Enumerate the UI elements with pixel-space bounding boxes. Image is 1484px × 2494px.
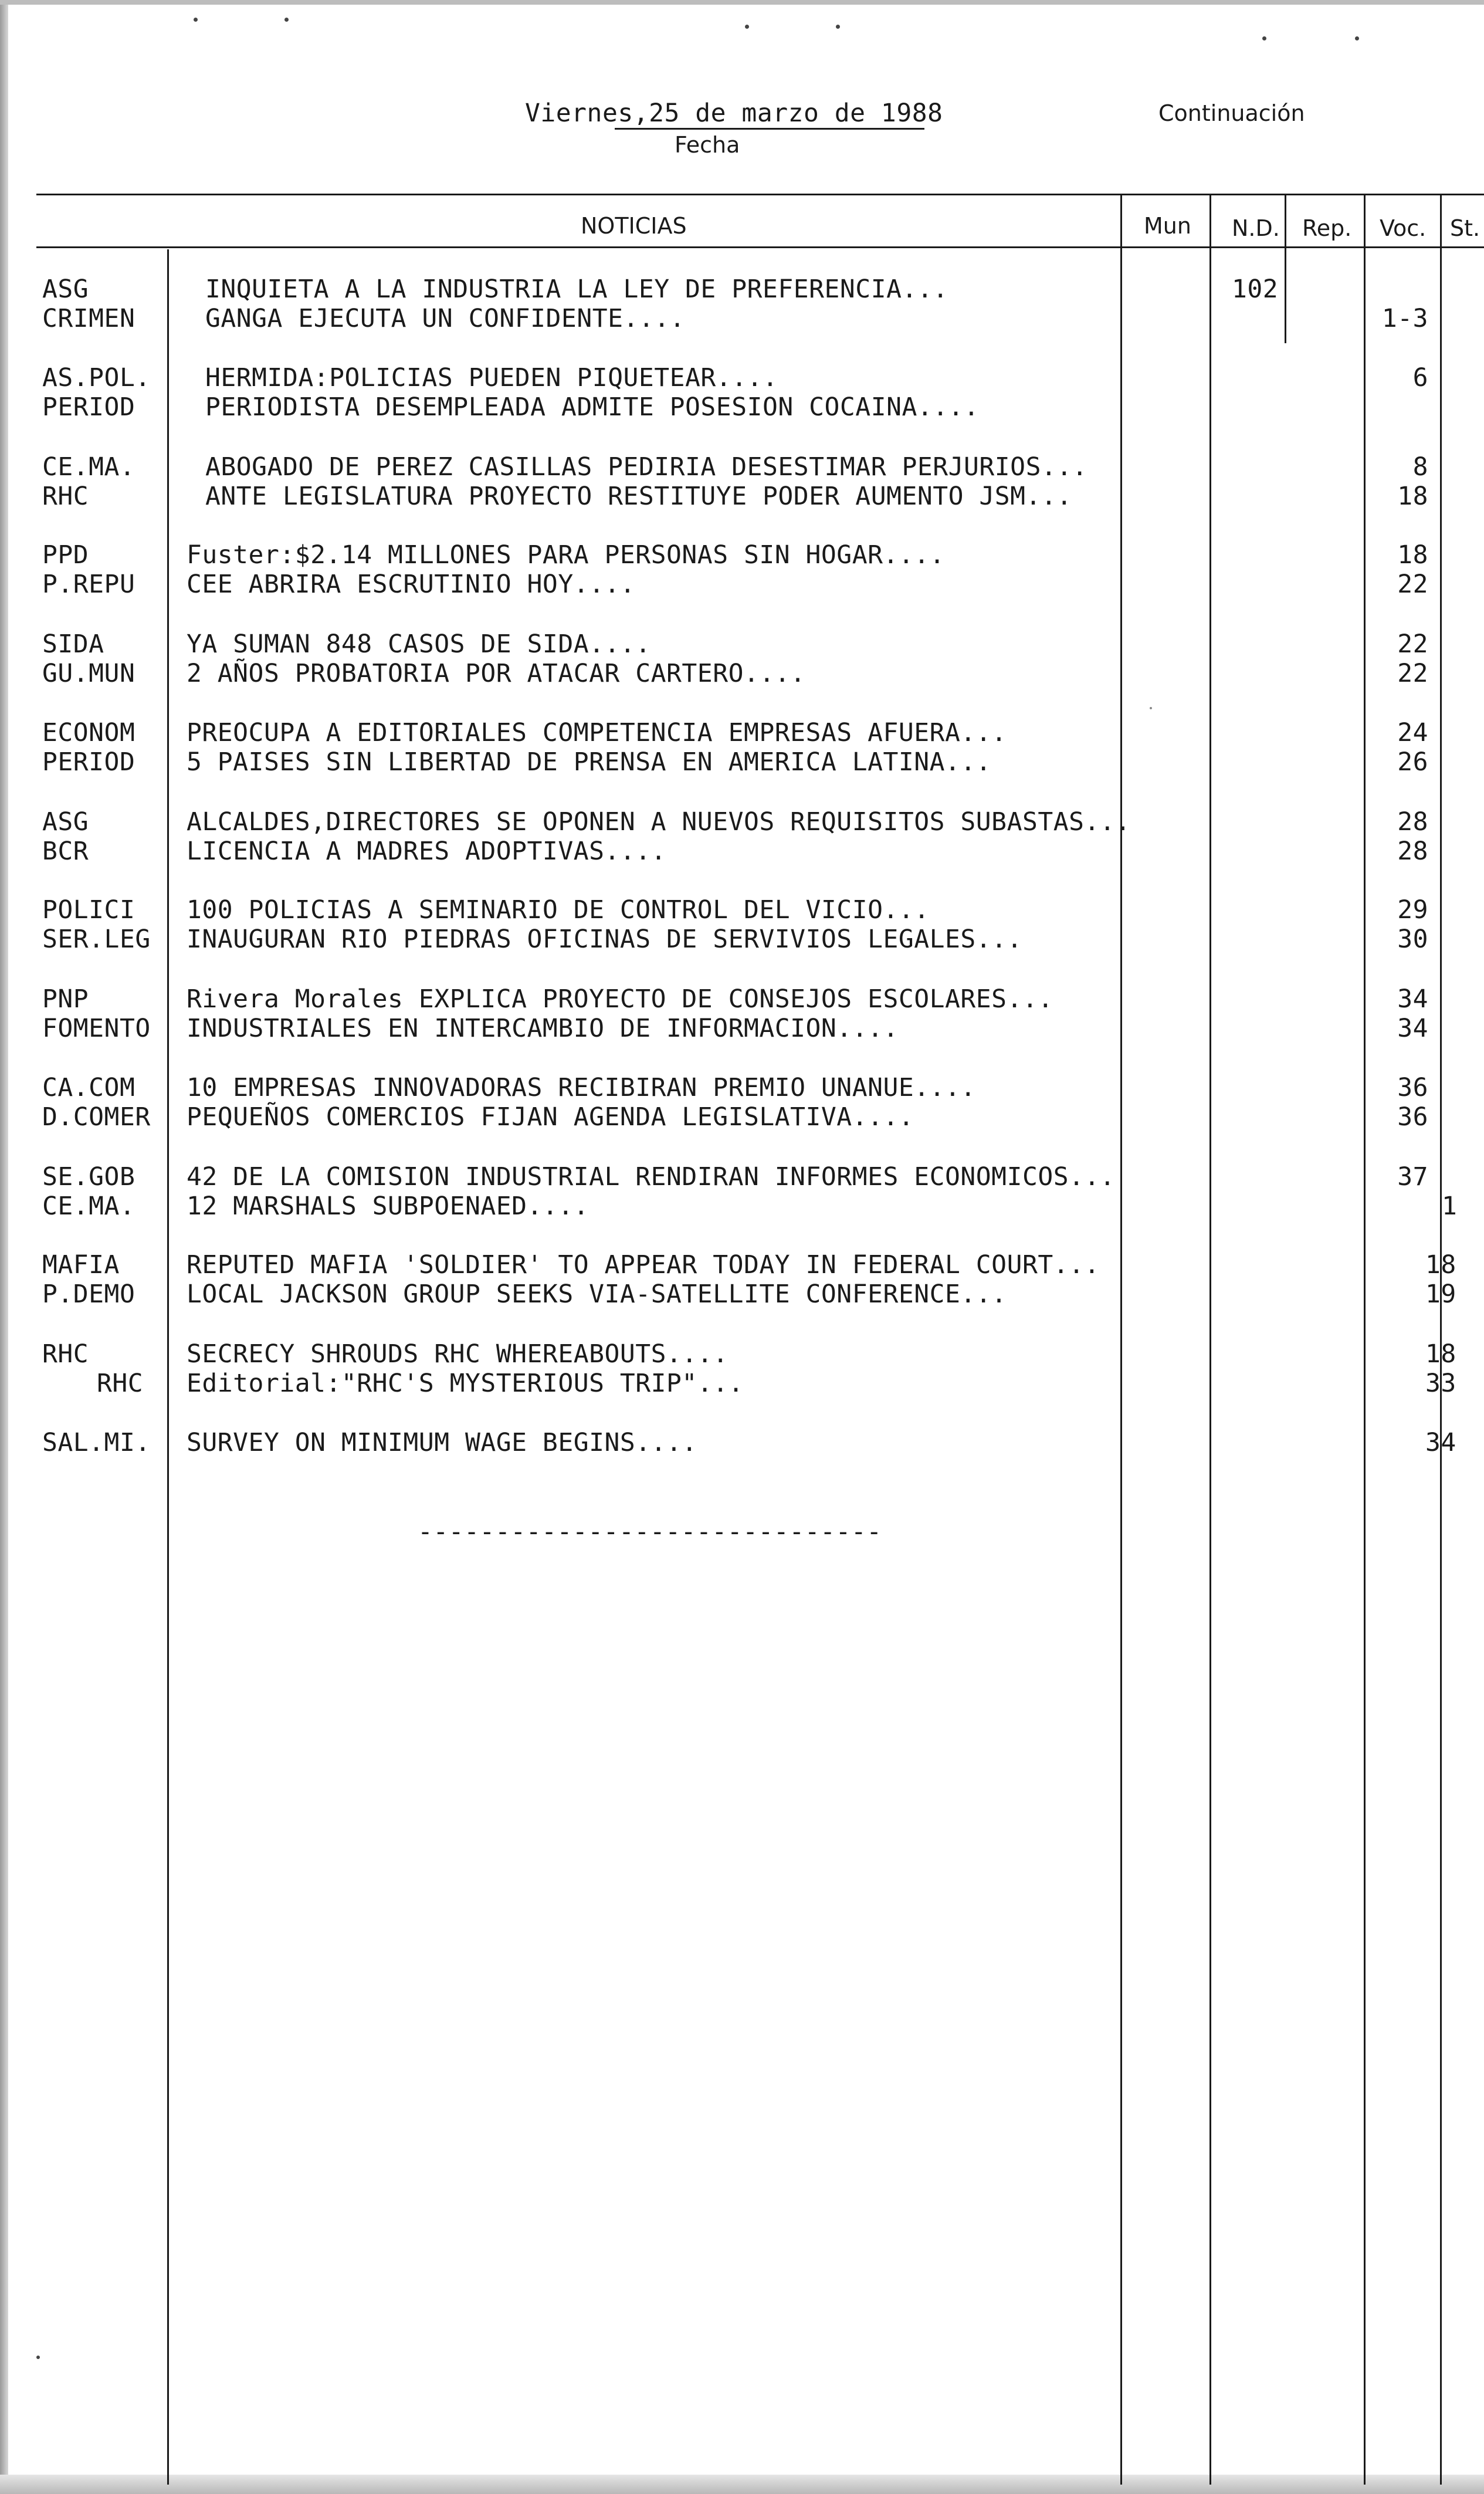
row-category: ASG xyxy=(42,807,89,837)
row-voc-value: 26 xyxy=(1397,747,1428,777)
row-headline: INAUGURAN RIO PIEDRAS OFICINAS DE SERVIVIOS LEGALES... xyxy=(187,925,1022,954)
row-voc-value: 29 xyxy=(1397,895,1428,925)
continuation-label: Continuación xyxy=(1158,100,1305,126)
row-headline: 5 PAISES SIN LIBERTAD DE PRENSA EN AMERICA LATINA... xyxy=(187,747,992,777)
row-headline: INQUIETA A LA INDUSTRIA LA LEY DE PREFERENCIA... xyxy=(205,275,948,304)
row-category: BCR xyxy=(42,837,89,866)
end-rule: ------------------------------ xyxy=(418,1517,882,1547)
row-voc-value: 22 xyxy=(1397,570,1428,599)
row-category: PNP xyxy=(42,984,89,1014)
row-headline: PERIODISTA DESEMPLEADA ADMITE POSESION COCAINA.... xyxy=(205,392,980,422)
row-headline: 42 DE LA COMISION INDUSTRIAL RENDIRAN INFORMES ECONOMICOS... xyxy=(187,1162,1116,1192)
row-category: PERIOD xyxy=(42,392,135,422)
col-header-rep: Rep. xyxy=(1302,215,1352,241)
row-category: MAFIA xyxy=(42,1250,120,1280)
row-st-value: 18 xyxy=(1425,1339,1456,1369)
scan-top-edge xyxy=(0,0,1484,5)
row-headline: INDUSTRIALES EN INTERCAMBIO DE INFORMACION.... xyxy=(187,1014,899,1043)
col-header-mun: Mun xyxy=(1144,213,1191,239)
scan-left-edge xyxy=(0,0,8,2494)
row-headline: CEE ABRIRA ESCRUTINIO HOY.... xyxy=(187,570,636,599)
punch-dot xyxy=(284,18,289,22)
row-st-value: 1 xyxy=(1442,1192,1458,1221)
row-headline: SURVEY ON MINIMUM WAGE BEGINS.... xyxy=(187,1428,697,1457)
row-category: P.REPU xyxy=(42,570,135,599)
table-top-rule xyxy=(36,194,1484,195)
row-headline: LOCAL JACKSON GROUP SEEKS VIA-SATELLITE CONFERENCE... xyxy=(187,1280,1007,1309)
row-headline: 12 MARSHALS SUBPOENAED.... xyxy=(187,1192,589,1221)
row-headline: PREOCUPA A EDITORIALES COMPETENCIA EMPRESAS AFUERA... xyxy=(187,718,1007,747)
row-voc-value: 24 xyxy=(1397,718,1428,747)
row-voc-value: 36 xyxy=(1397,1073,1428,1102)
row-category: RHC xyxy=(97,1369,144,1398)
row-category: GU.MUN xyxy=(42,659,135,688)
row-headline: Fuster:$2.14 MILLONES PARA PERSONAS SIN HOGAR.... xyxy=(187,540,946,570)
row-category: FOMENTO xyxy=(42,1014,151,1043)
row-nd-value: 102 xyxy=(1232,275,1279,304)
row-voc-value: 8 xyxy=(1412,452,1428,482)
date-text: Viernes,25 de marzo de 1988 xyxy=(525,99,943,128)
row-category: AS.POL. xyxy=(42,363,151,392)
punch-dot xyxy=(836,25,840,29)
col-rule-mun xyxy=(1120,194,1122,2485)
col-rule-rep xyxy=(1285,194,1286,343)
row-headline: Editorial:"RHC'S MYSTERIOUS TRIP"... xyxy=(187,1369,744,1398)
row-voc-value: 34 xyxy=(1397,984,1428,1014)
row-category: CA.COM xyxy=(42,1073,135,1102)
row-headline: 10 EMPRESAS INNOVADORAS RECIBIRAN PREMIO UNANUE.... xyxy=(187,1073,976,1102)
row-headline: YA SUMAN 848 CASOS DE SIDA.... xyxy=(187,630,651,659)
row-headline: 100 POLICIAS A SEMINARIO DE CONTROL DEL VICIO... xyxy=(187,895,930,925)
row-category: ASG xyxy=(42,275,89,304)
row-voc-value: 18 xyxy=(1397,482,1428,511)
row-headline: PEQUEÑOS COMERCIOS FIJAN AGENDA LEGISLATIVA.... xyxy=(187,1102,914,1132)
row-category: POLICI xyxy=(42,895,135,925)
row-voc-value: 6 xyxy=(1412,363,1428,392)
row-category: CE.MA. xyxy=(42,1192,135,1221)
col-header-st: St. xyxy=(1450,215,1480,241)
row-st-value: 18 xyxy=(1425,1250,1456,1280)
row-category: SIDA xyxy=(42,630,104,659)
col-rule-voc xyxy=(1364,194,1366,2485)
row-category: PERIOD xyxy=(42,747,135,777)
punch-dot xyxy=(1355,36,1359,40)
row-category: ECONOM xyxy=(42,718,135,747)
punch-dot xyxy=(194,18,198,22)
date-label: Fecha xyxy=(675,132,740,158)
row-headline: SECRECY SHROUDS RHC WHEREABOUTS.... xyxy=(187,1339,729,1369)
col-header-voc: Voc. xyxy=(1380,215,1427,241)
col-rule-nd xyxy=(1209,194,1211,2485)
row-headline: ALCALDES,DIRECTORES SE OPONEN A NUEVOS REQUISITOS SUBASTAS... xyxy=(187,807,1131,837)
row-headline: GANGA EJECUTA UN CONFIDENTE.... xyxy=(205,304,686,333)
row-voc-value: 36 xyxy=(1397,1102,1428,1132)
row-headline: LICENCIA A MADRES ADOPTIVAS.... xyxy=(187,837,667,866)
row-voc-value: 37 xyxy=(1397,1162,1428,1192)
row-voc-value: 1-3 xyxy=(1381,304,1428,333)
row-category: CE.MA. xyxy=(42,452,135,482)
row-st-value: 34 xyxy=(1425,1428,1456,1457)
row-headline: ANTE LEGISLATURA PROYECTO RESTITUYE PODER AUMENTO JSM... xyxy=(205,482,1072,511)
punch-dot xyxy=(745,25,749,29)
col-rule-category xyxy=(167,249,169,2485)
row-voc-value: 28 xyxy=(1397,837,1428,866)
scan-bottom-edge xyxy=(0,2475,1484,2494)
scan-speck xyxy=(1150,707,1152,709)
row-voc-value: 34 xyxy=(1397,1014,1428,1043)
row-headline: Rivera Morales EXPLICA PROYECTO DE CONSEJOS ESCOLARES... xyxy=(187,984,1053,1014)
row-voc-value: 22 xyxy=(1397,630,1428,659)
row-headline: REPUTED MAFIA 'SOLDIER' TO APPEAR TODAY IN FEDERAL COURT... xyxy=(187,1250,1100,1280)
col-header-nd: N.D. xyxy=(1232,215,1280,241)
row-category: CRIMEN xyxy=(42,304,135,333)
row-category: P.DEMO xyxy=(42,1280,135,1309)
row-category: SAL.MI. xyxy=(42,1428,151,1457)
punch-dot xyxy=(1262,36,1266,40)
row-headline: ABOGADO DE PEREZ CASILLAS PEDIRIA DESESTIMAR PERJURIOS... xyxy=(205,452,1088,482)
table-header-rule xyxy=(36,246,1484,248)
row-category: RHC xyxy=(42,482,89,511)
row-headline: HERMIDA:POLICIAS PUEDEN PIQUETEAR.... xyxy=(205,363,778,392)
scan-speck xyxy=(36,2356,40,2359)
row-category: PPD xyxy=(42,540,89,570)
row-voc-value: 30 xyxy=(1397,925,1428,954)
row-headline: 2 AÑOS PROBATORIA POR ATACAR CARTERO.... xyxy=(187,659,806,688)
row-st-value: 33 xyxy=(1425,1369,1456,1398)
date-underline xyxy=(615,128,924,130)
row-voc-value: 22 xyxy=(1397,659,1428,688)
col-header-noticias: NOTICIAS xyxy=(581,213,687,239)
row-st-value: 19 xyxy=(1425,1280,1456,1309)
row-category: D.COMER xyxy=(42,1102,151,1132)
row-category: RHC xyxy=(42,1339,89,1369)
row-voc-value: 28 xyxy=(1397,807,1428,837)
row-category: SE.GOB xyxy=(42,1162,135,1192)
row-category: SER.LEG xyxy=(42,925,151,954)
row-voc-value: 18 xyxy=(1397,540,1428,570)
